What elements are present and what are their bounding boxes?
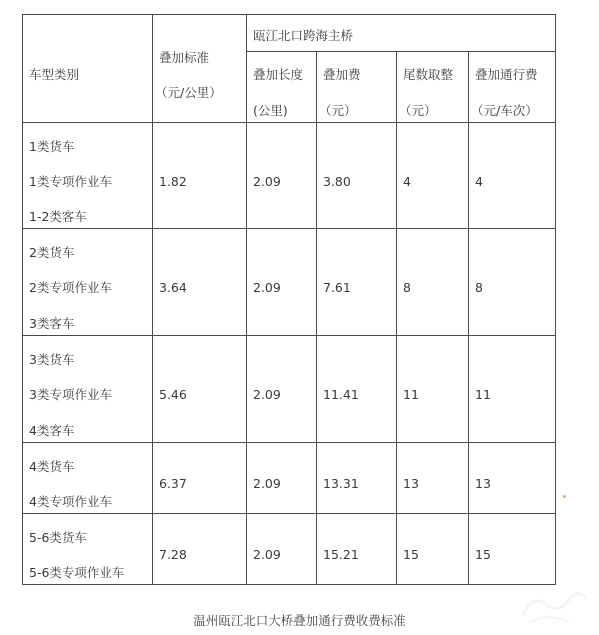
row-5-len: 2.09 bbox=[253, 547, 281, 562]
row-1-type-3: 1-2类客车 bbox=[29, 209, 87, 224]
row-4-round: 13 bbox=[403, 476, 419, 491]
row-3-type-2: 3类专项作业车 bbox=[29, 387, 112, 402]
row-4-toll: 13 bbox=[475, 476, 491, 491]
row-1-toll: 4 bbox=[475, 174, 483, 189]
row-3-fee: 11.41 bbox=[323, 387, 359, 402]
col-divider bbox=[396, 51, 397, 585]
header-fee-label: 叠加费 bbox=[323, 67, 361, 82]
table-border-top bbox=[22, 14, 556, 15]
col-divider bbox=[152, 14, 153, 585]
row-4-type-1: 4类货车 bbox=[29, 459, 75, 474]
watermark-logo-icon bbox=[519, 585, 591, 629]
row-2-round: 8 bbox=[403, 280, 411, 295]
row-3-toll: 11 bbox=[475, 387, 491, 402]
col-divider bbox=[316, 51, 317, 585]
header-group-title: 瓯江北口跨海主桥 bbox=[253, 28, 354, 43]
header-fee-unit: （元） bbox=[319, 103, 357, 118]
header-toll-label: 叠加通行费 bbox=[475, 67, 538, 82]
row-5-std: 7.28 bbox=[159, 547, 187, 562]
header-len-unit: (公里) bbox=[253, 103, 288, 118]
header-round-label: 尾数取整 bbox=[403, 67, 454, 82]
col-divider bbox=[246, 14, 247, 585]
row-divider bbox=[22, 513, 556, 514]
row-1-type-1: 1类货车 bbox=[29, 139, 75, 154]
row-3-type-3: 4类客车 bbox=[29, 423, 75, 438]
row-1-type-2: 1类专项作业车 bbox=[29, 174, 112, 189]
header-vehicle-type: 车型类别 bbox=[29, 67, 80, 82]
header-bottom-line bbox=[22, 122, 556, 123]
row-4-std: 6.37 bbox=[159, 476, 187, 491]
row-5-fee: 15.21 bbox=[323, 547, 359, 562]
decorative-dot bbox=[563, 495, 566, 498]
row-2-type-1: 2类货车 bbox=[29, 245, 75, 260]
group-header-divider bbox=[246, 51, 556, 52]
row-1-len: 2.09 bbox=[253, 174, 281, 189]
row-2-toll: 8 bbox=[475, 280, 483, 295]
row-4-fee: 13.31 bbox=[323, 476, 359, 491]
row-1-std: 1.82 bbox=[159, 174, 187, 189]
row-3-std: 5.46 bbox=[159, 387, 187, 402]
header-toll-unit: （元/车次） bbox=[471, 103, 538, 118]
table-border-left bbox=[22, 14, 23, 585]
table-caption: 温州瓯江北口大桥叠加通行费收费标准 bbox=[193, 613, 406, 628]
row-5-toll: 15 bbox=[475, 547, 491, 562]
row-2-std: 3.64 bbox=[159, 280, 187, 295]
row-3-len: 2.09 bbox=[253, 387, 281, 402]
col-divider bbox=[468, 51, 469, 585]
fee-table bbox=[22, 14, 556, 585]
row-2-fee: 7.61 bbox=[323, 280, 351, 295]
row-5-type-1: 5-6类货车 bbox=[29, 530, 87, 545]
row-2-type-3: 3类客车 bbox=[29, 316, 75, 331]
row-5-round: 15 bbox=[403, 547, 419, 562]
row-divider bbox=[22, 335, 556, 336]
row-5-type-2: 5-6类专项作业车 bbox=[29, 565, 125, 580]
row-divider bbox=[22, 442, 556, 443]
header-std-label: 叠加标准 bbox=[159, 50, 210, 65]
header-round-unit: （元） bbox=[399, 103, 437, 118]
row-2-type-2: 2类专项作业车 bbox=[29, 280, 112, 295]
row-divider bbox=[22, 228, 556, 229]
table-border-right bbox=[555, 14, 556, 585]
header-std-unit: （元/公里） bbox=[155, 85, 222, 100]
table-border-bottom bbox=[22, 584, 556, 585]
row-4-len: 2.09 bbox=[253, 476, 281, 491]
row-1-fee: 3.80 bbox=[323, 174, 351, 189]
header-len-label: 叠加长度 bbox=[253, 67, 304, 82]
row-3-type-1: 3类货车 bbox=[29, 352, 75, 367]
row-2-len: 2.09 bbox=[253, 280, 281, 295]
row-1-round: 4 bbox=[403, 174, 411, 189]
row-3-round: 11 bbox=[403, 387, 419, 402]
row-4-type-2: 4类专项作业车 bbox=[29, 494, 112, 509]
